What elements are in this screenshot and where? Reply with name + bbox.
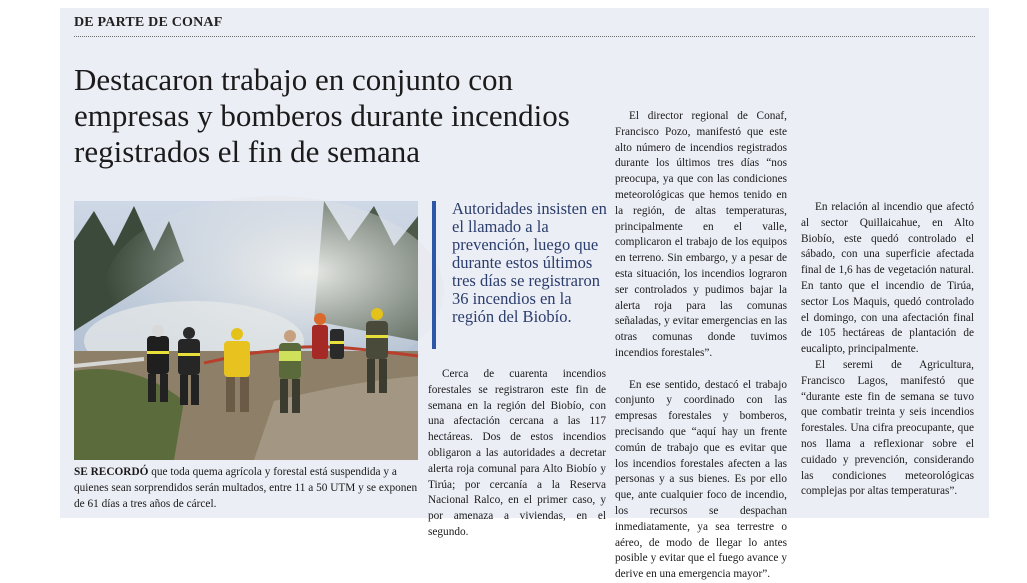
body-paragraph-1: Cerca de cuarenta incendios forestales se registraron este fin de semana en la región del Biobío, con una afectación cercana a las 117 hectáreas. Dos de estos incendios obligaron a las autoridades a decretar alerta roja comunal para Alto Biobío y Tirúa; por cercanía a la Reserva Nacional Ralco, en el primer caso, y por amenaza a viviendas, en el segundo. bbox=[428, 368, 606, 538]
pull-quote-accent-bar bbox=[432, 201, 436, 349]
newspaper-clipping bbox=[60, 8, 989, 581]
photo-caption bbox=[74, 464, 424, 512]
body-column-3 bbox=[801, 62, 974, 500]
body-paragraph-4: En relación al incendio que afectó al sector Quillaicahue, en Alto Biobío, este quedó controlado el sábado, con una superficie afectada final de 1,6 has de vegetación natural. En tanto que el incendio de Tirúa, sector Los Maquis, quedó controlado el domingo, con una afectación final de 105 hectáreas de plantación de eucalipto, principalmente. bbox=[801, 201, 974, 356]
body-paragraph-5: El seremi de Agricultura, Francisco Lagos, manifestó que “durante este fin de semana se tuvo que combatir treinta y seis incendios forestales. Una cifra preocupante, que nos llama a reflexionar sobre el cuidado y prevención, considerando las condiciones meteorológicas complejas por altas temperaturas”. bbox=[801, 358, 974, 498]
section-label: DE PARTE DE CONAF bbox=[74, 15, 223, 30]
firefighters-photo bbox=[74, 201, 418, 460]
caption-text: que toda quema agrícola y forestal está suspendida y a quienes sean sorprendidos serán multados, entre 11 a 50 UTM y se exponen de 61 días a tres años de cárcel. bbox=[74, 466, 418, 510]
body-column-1 bbox=[428, 367, 606, 541]
body-column-2 bbox=[615, 62, 787, 583]
dotted-divider bbox=[74, 36, 975, 37]
caption-lead: SE RECORDÓ bbox=[74, 466, 149, 478]
body-paragraph-3: En ese sentido, destacó el trabajo conjunto y coordinado con las empresas forestales y bomberos, precisando que “aquí hay un frente común de trabajo que es evitar que los incendios forestales afecten a las personas y a sus bienes. Es por ello que, ante cualquier foco de incendio, los recursos se despachan inmediatamente, ya sea terrestre o aéreo, de modo de llegar lo antes posible y evitar que el fuego avance y derive en una emergencia mayor”. bbox=[615, 378, 787, 581]
pull-quote: Autoridades insisten en el llamado a la prevención, luego que durante estos últimos tres días se registraron 36 incendios en la región del Biobío. bbox=[452, 199, 607, 326]
body-paragraph-2: El director regional de Conaf, Francisco Pozo, manifestó que este alto número de incendios registrados durante los últimos tres días “nos preocupa, ya que con las condiciones meteorológicas que hemos tenido en la región, de altas temperaturas, principalmente en el valle, complicaron el trabajo de los equipos en terreno. Sin embargo, y a pesar de esta situación, los incendios lograron ser controlados y pudimos bajar la alerta roja para las comunas señaladas, y evitar emergencias en las otras comunas donde tuvimos incendios forestales”. bbox=[615, 110, 787, 359]
headline: Destacaron trabajo en conjunto con empresas y bomberos durante incendios registrados el fin de semana bbox=[74, 62, 570, 169]
